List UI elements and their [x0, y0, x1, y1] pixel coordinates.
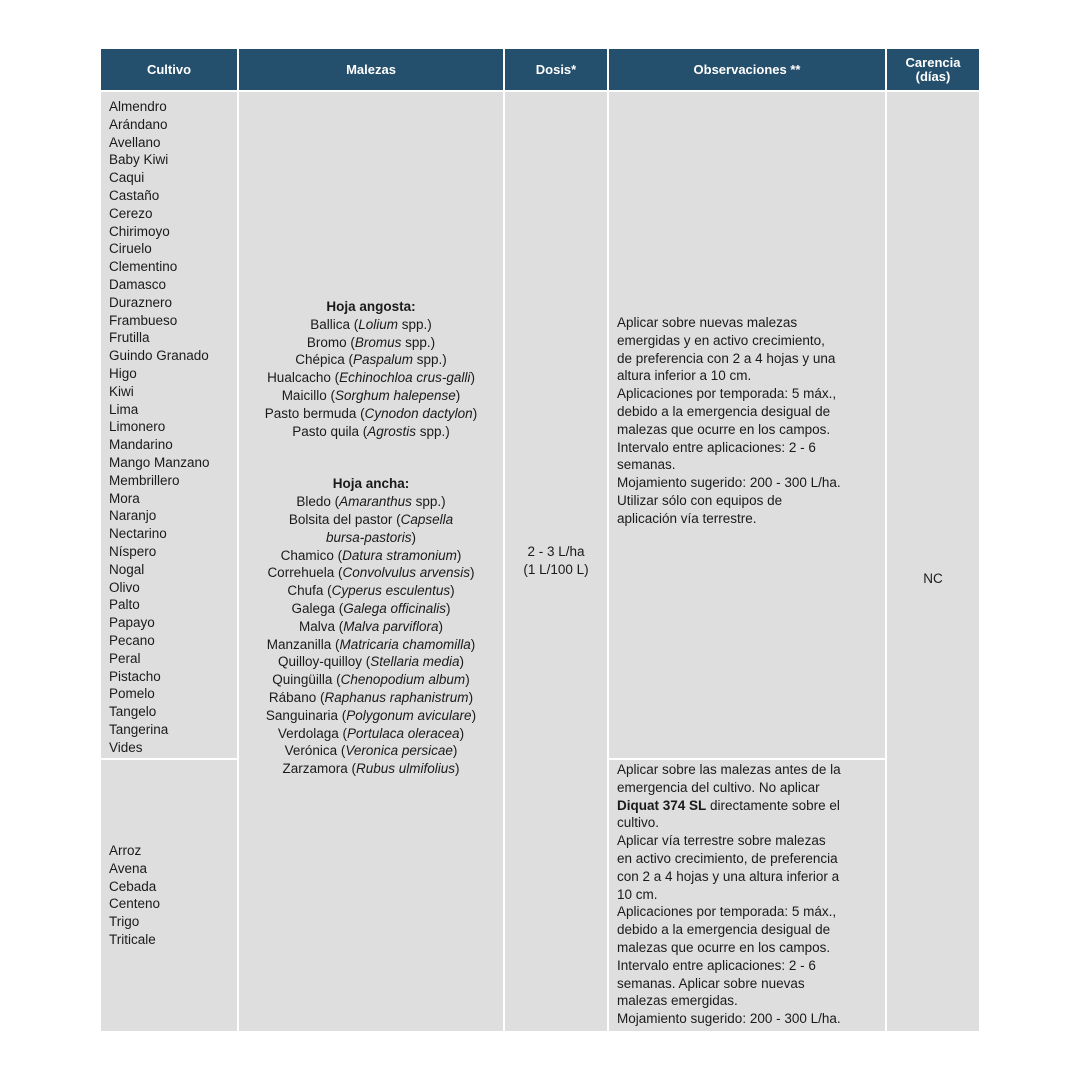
cultivo-item: Arroz: [109, 843, 142, 858]
obs-frutales-line: malezas que ocurre en los campos.: [617, 421, 831, 437]
carencia-value: NC: [923, 571, 943, 586]
obs-cereales-line: Aplicaciones por temporada: 5 máx.,: [617, 904, 837, 920]
cultivo-item: Higo: [109, 365, 137, 381]
cultivo-item: Duraznero: [109, 294, 173, 310]
obs-cereales-line: [617, 797, 877, 815]
header-cultivo: Cultivo: [101, 49, 237, 90]
maleza-item: Sanguinaria (Polygonum aviculare): [265, 707, 477, 723]
cultivo-item: Damasco: [109, 276, 167, 292]
cultivo-item: Nogal: [109, 561, 145, 577]
obs-cereales-line: Mojamiento sugerido: 200 - 300 L/ha.: [617, 1011, 841, 1027]
header-carencia-line2: (días): [915, 68, 951, 84]
maleza-item: Verdolaga (Portulaca oleracea): [277, 725, 465, 741]
obs-cereales-line: en activo crecimiento, de preferencia: [617, 850, 838, 866]
cultivo-item: Níspero: [109, 543, 157, 559]
cultivo-item: Mango Manzano: [109, 454, 210, 470]
obs-frutales-line: Mojamiento sugerido: 200 - 300 L/ha.: [617, 475, 841, 491]
obs-frutales-line: semanas.: [617, 457, 676, 473]
obs-cereales-line: con 2 a 4 hojas y una altura inferior a: [617, 868, 840, 884]
obs-cereales-line: Aplicar sobre las malezas antes de la: [617, 762, 841, 777]
observaciones-frutales-text: [617, 314, 877, 528]
cultivo-item: Centeno: [109, 896, 161, 912]
cultivo-item: Tangelo: [109, 704, 157, 720]
maleza-item: Correhuela (Convolvulus arvensis): [267, 565, 475, 581]
maleza-item: Bolsita del pastor (Capsella bursa-pastoris): [288, 511, 454, 545]
maleza-item: Galega (Galega officinalis): [291, 600, 451, 616]
cultivo-item: Pistacho: [109, 668, 161, 684]
cultivo-item: Avena: [109, 860, 148, 876]
malezas-content: [239, 298, 503, 778]
cultivo-item: Mora: [109, 490, 140, 506]
cultivo-item: Tangerina: [109, 721, 169, 737]
dosis-line1: 2 - 3 L/ha: [527, 544, 585, 559]
obs-cereales-line: cultivo.: [617, 815, 660, 831]
cultivo-item: Almendro: [109, 99, 167, 114]
obs-cereales-line: semanas. Aplicar sobre nuevas: [617, 975, 805, 991]
cultivo-item: Chirimoyo: [109, 223, 170, 239]
cultivo-item: Triticale: [109, 931, 156, 947]
cultivos-cereales-list: [109, 842, 160, 949]
obs-frutales-line: Aplicaciones por temporada: 5 máx.,: [617, 386, 837, 402]
dosis-cell: [505, 92, 607, 1031]
observaciones-cereales-text: [617, 761, 877, 1028]
maleza-item: Pasto bermuda (Cynodon dactylon): [264, 405, 478, 421]
cultivo-item: Trigo: [109, 914, 140, 930]
cultivo-item: Avellano: [109, 134, 161, 150]
cultivos-cereales-cell: [101, 760, 237, 1031]
obs-frutales-line: Intervalo entre aplicaciones: 2 - 6: [617, 439, 816, 455]
maleza-item: Verónica (Veronica persicae): [284, 743, 458, 759]
observaciones-frutales-cell: [609, 92, 885, 758]
cultivo-item: Cebada: [109, 878, 157, 894]
header-carencia: [887, 49, 979, 90]
obs-cereales-line: malezas que ocurre en los campos.: [617, 939, 831, 955]
cultivo-item: Frutilla: [109, 330, 150, 346]
cultivo-item: Pomelo: [109, 686, 155, 702]
maleza-item: Bromo (Bromus spp.): [306, 334, 436, 350]
obs-frutales-line: Utilizar sólo con equipos de: [617, 492, 783, 508]
maleza-item: Chépica (Paspalum spp.): [295, 352, 447, 368]
hoja-ancha-title: Hoja ancha:: [332, 476, 410, 492]
obs-frutales-line: de preferencia con 2 a 4 hojas y una: [617, 350, 836, 366]
cultivo-item: Caqui: [109, 170, 145, 186]
obs-frutales-line: debido a la emergencia desigual de: [617, 403, 831, 419]
cultivo-item: Castaño: [109, 187, 160, 203]
obs-cereales-line: 10 cm.: [617, 886, 658, 902]
malezas-cell: [239, 92, 503, 1031]
observaciones-cereales-cell: [609, 760, 885, 1031]
cultivo-item: Baby Kiwi: [109, 152, 169, 168]
cultivo-item: Mandarino: [109, 437, 173, 453]
maleza-item: Hualcacho (Echinochloa crus-galli): [267, 370, 475, 386]
obs-cereales-line: malezas emergidas.: [617, 993, 738, 1009]
obs-cereales-line: debido a la emergencia desigual de: [617, 922, 831, 938]
header-malezas: Malezas: [239, 49, 503, 90]
obs-cereales-line: Aplicar vía terrestre sobre malezas: [617, 833, 826, 849]
obs-frutales-line: aplicación vía terrestre.: [617, 510, 757, 526]
hoja-ancha-list: [239, 493, 503, 778]
cultivos-frutales-list: [109, 98, 237, 756]
maleza-item: Quilloy-quilloy (Stellaria media): [277, 654, 465, 670]
cultivo-item: Pecano: [109, 632, 155, 648]
cultivo-item: Vides: [109, 739, 143, 755]
obs-frutales-line: emergidas y en activo crecimiento,: [617, 332, 825, 348]
dosis-content: [505, 543, 607, 579]
cultivo-item: Membrillero: [109, 472, 180, 488]
obs-frutales-line: Aplicar sobre nuevas malezas: [617, 315, 798, 330]
dosis-line2: (1 L/100 L): [523, 561, 589, 577]
cultivo-item: Frambueso: [109, 312, 178, 328]
cultivo-item: Arándano: [109, 116, 168, 132]
cultivo-item: Limonero: [109, 419, 166, 435]
cultivo-item: Naranjo: [109, 508, 157, 524]
cultivo-item: Ciruelo: [109, 241, 152, 257]
maleza-item: Quingüilla (Chenopodium album): [272, 672, 470, 688]
header-dosis: Dosis*: [505, 49, 607, 90]
obs-cereales-line-rest: directamente sobre el: [706, 797, 840, 813]
cultivo-item: Olivo: [109, 579, 140, 595]
maleza-item: Chufa (Cyperus esculentus): [287, 583, 455, 599]
obs-frutales-line: altura inferior a 10 cm.: [617, 368, 752, 384]
maleza-item: Chamico (Datura stramonium): [280, 547, 462, 563]
cultivos-frutales-cell: [101, 92, 237, 758]
cultivo-item: Guindo Granado: [109, 348, 209, 364]
cultivo-item: Peral: [109, 650, 141, 666]
product-table: [101, 49, 979, 1031]
cultivo-item: Kiwi: [109, 383, 134, 399]
maleza-item: Pasto quila (Agrostis spp.): [292, 423, 450, 439]
hoja-angosta-title: Hoja angosta:: [326, 299, 416, 314]
product-name: Diquat 374 SL: [617, 797, 707, 813]
obs-cereales-line: Intervalo entre aplicaciones: 2 - 6: [617, 957, 816, 973]
hoja-angosta-list: [239, 316, 503, 441]
obs-cereales-line: emergencia del cultivo. No aplicar: [617, 779, 820, 795]
maleza-item: Maicillo (Sorghum halepense): [281, 387, 461, 403]
maleza-item: Ballica (Lolium spp.): [310, 316, 432, 332]
carencia-cell: [887, 92, 979, 1031]
maleza-item: Malva (Malva parviflora): [298, 618, 444, 634]
cultivo-item: Papayo: [109, 615, 155, 631]
header-observaciones: Observaciones **: [609, 49, 885, 90]
maleza-item: Zarzamora (Rubus ulmifolius): [282, 761, 460, 777]
header-carencia-line1: Carencia: [905, 54, 961, 70]
cultivo-item: Nectarino: [109, 526, 167, 542]
cultivo-item: Lima: [109, 401, 139, 417]
maleza-item: Manzanilla (Matricaria chamomilla): [266, 636, 476, 652]
maleza-item: Rábano (Raphanus raphanistrum): [268, 689, 474, 705]
cultivo-item: Cerezo: [109, 205, 153, 221]
maleza-item: Bledo (Amaranthus spp.): [296, 494, 446, 510]
cultivo-item: Palto: [109, 597, 140, 613]
observaciones-cereales-rest: [617, 832, 877, 1028]
cultivo-item: Clementino: [109, 259, 178, 275]
